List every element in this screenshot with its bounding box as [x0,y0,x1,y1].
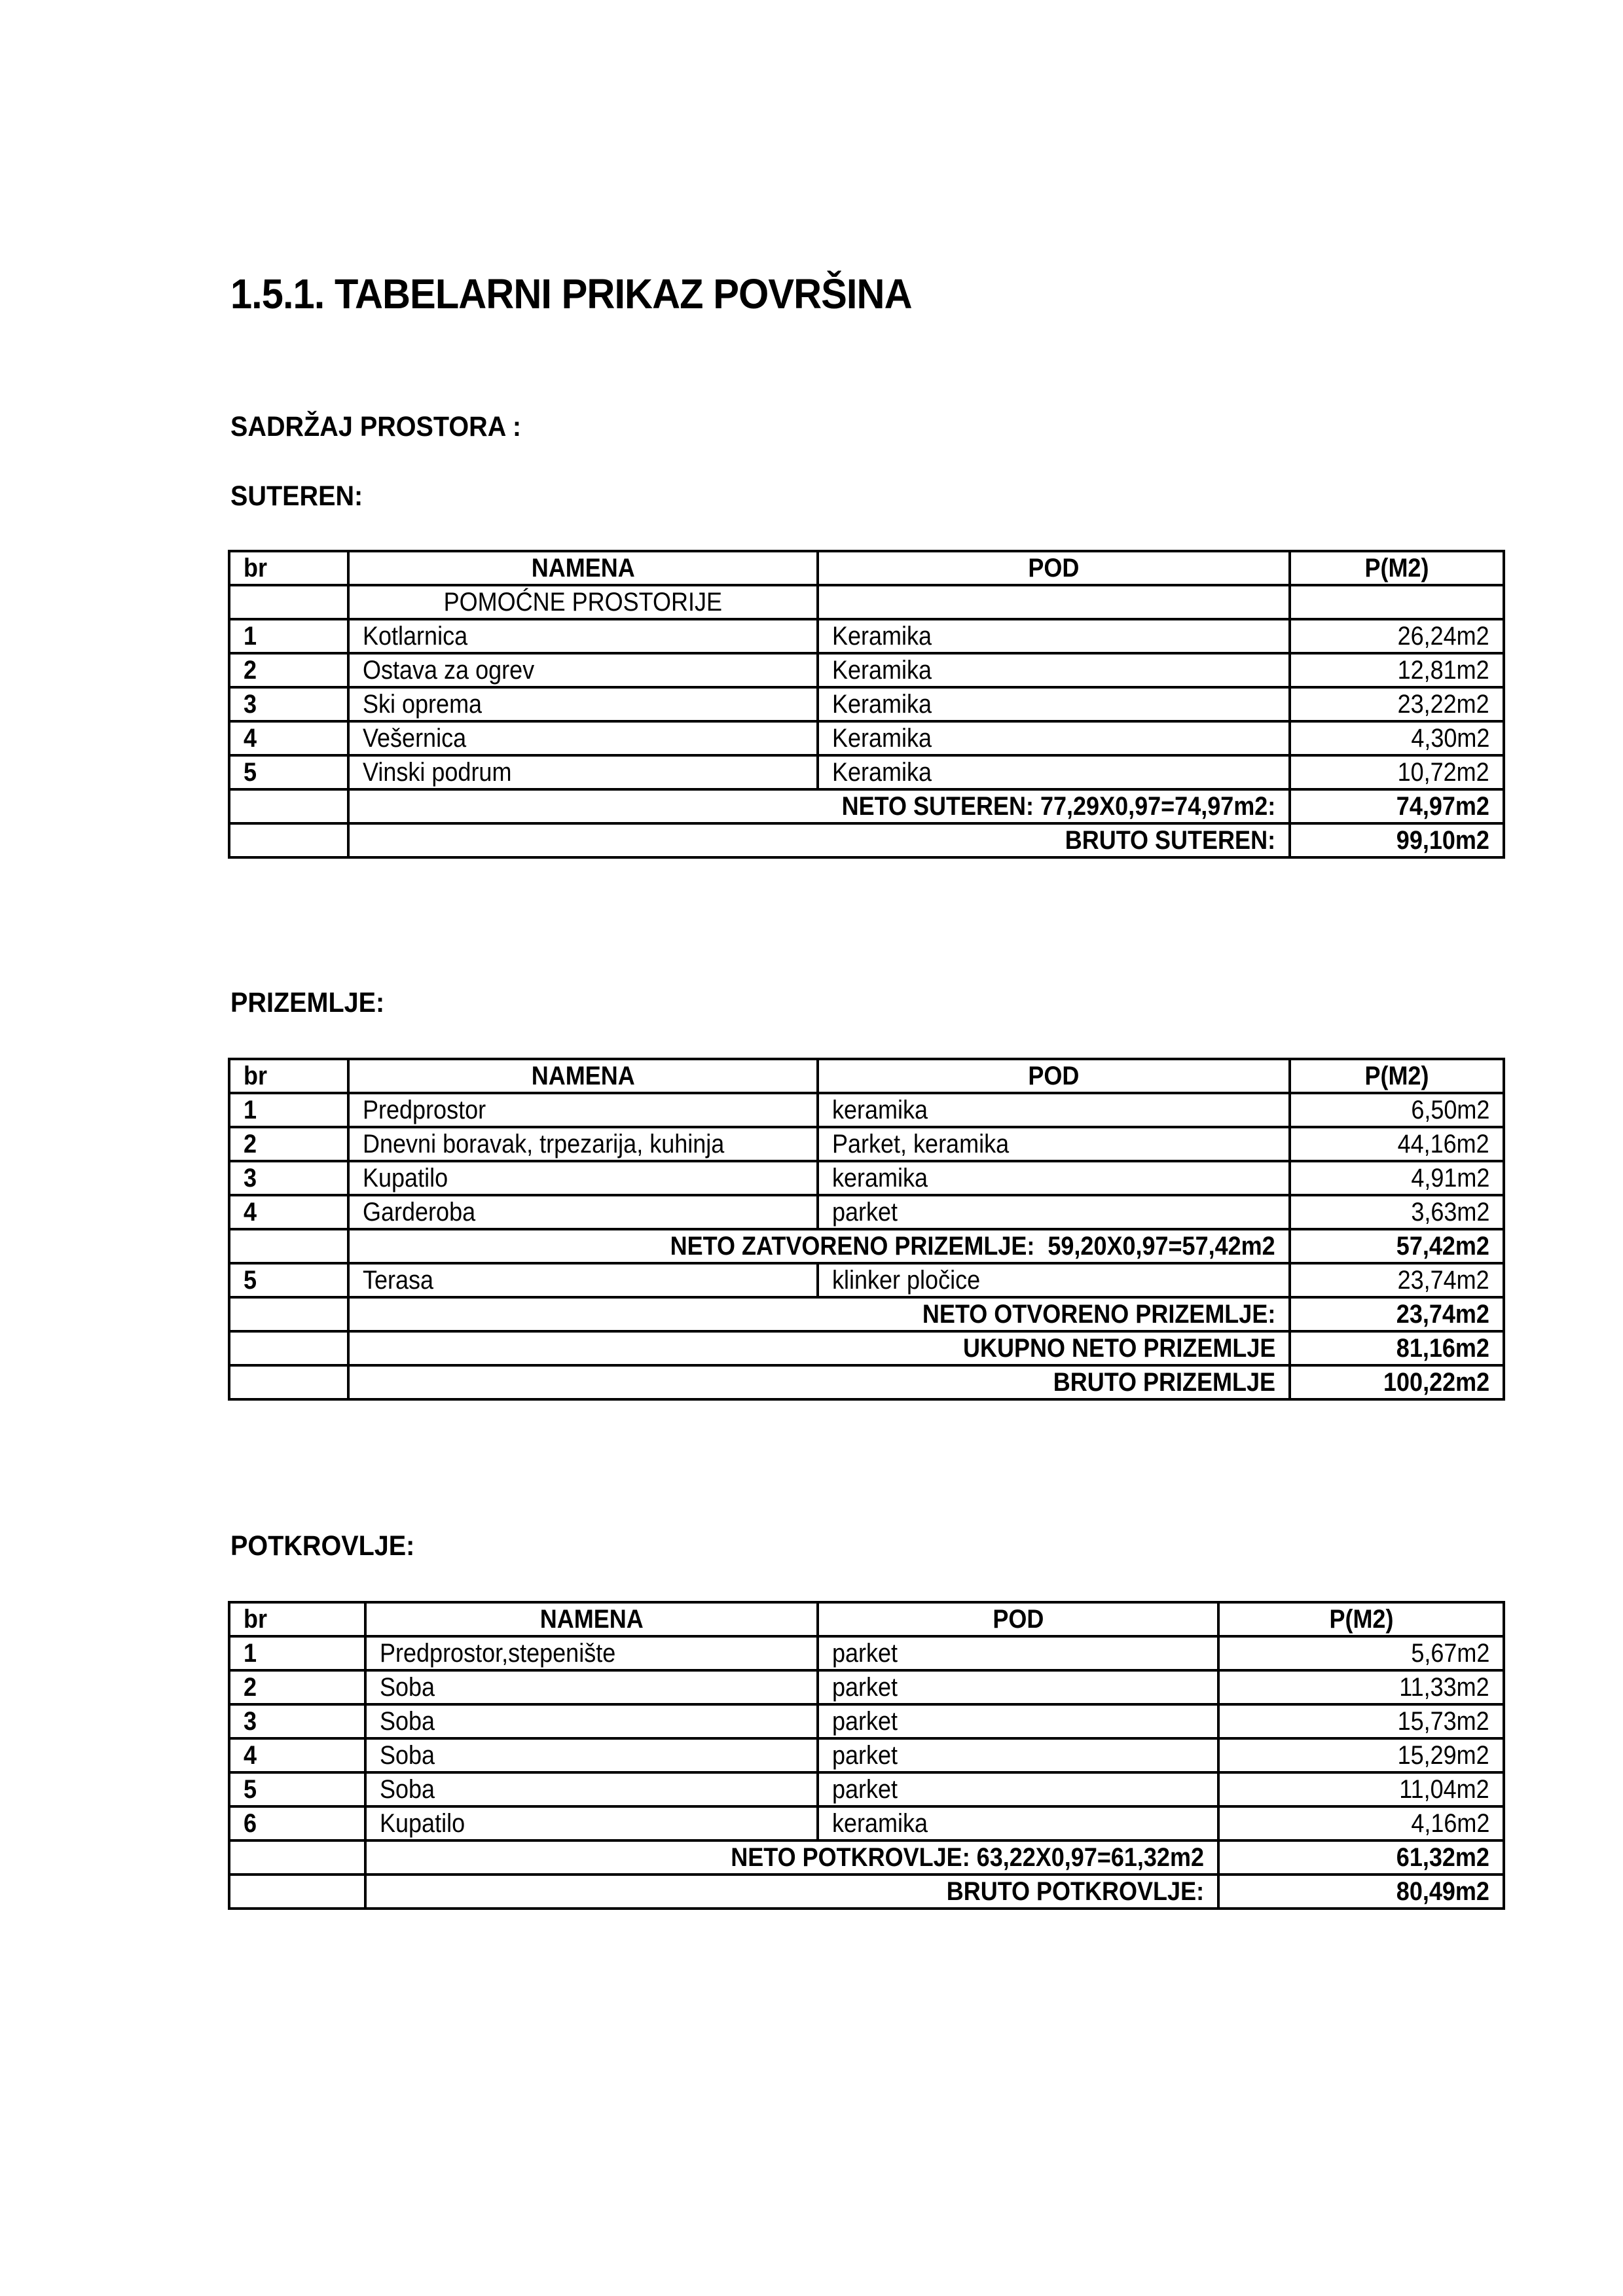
row-namena: Soba [365,1738,818,1772]
row-pod: parket [818,1772,1218,1806]
row-number: 4 [229,1195,348,1229]
total-row-neto-total [229,1331,1504,1365]
row-number: 5 [229,755,348,789]
row-area: 26,24m2 [1290,619,1504,653]
row-pod: Parket, keramika [818,1127,1290,1161]
total-value: 81,16m2 [1290,1331,1504,1365]
total-value: 100,22m2 [1290,1365,1504,1399]
row-pod: Keramika [818,653,1290,687]
row-pod: Keramika [818,619,1290,653]
table-row [229,1704,1504,1738]
total-label: BRUTO POTKROVLJE: [365,1874,1218,1909]
row-namena: Vešernica [348,721,818,755]
header-namena: NAMENA [348,1059,818,1093]
row-pod: parket [818,1670,1218,1704]
suteren-table [228,550,1505,859]
total-row-neto [229,1840,1504,1874]
row-area: 4,91m2 [1290,1161,1504,1195]
table-row [229,1772,1504,1806]
total-row-bruto [229,1874,1504,1909]
header-area: P(M2) [1290,551,1504,585]
subgroup-label: POMOĆNE PROSTORIJE [348,585,818,619]
row-number: 3 [229,687,348,721]
row-number: 1 [229,1636,365,1670]
potkrovlje-table [228,1601,1505,1910]
row-namena: Vinski podrum [348,755,818,789]
header-pod: POD [818,1059,1290,1093]
table-row [229,1195,1504,1229]
row-area: 3,63m2 [1290,1195,1504,1229]
row-area: 11,04m2 [1218,1772,1504,1806]
row-area: 11,33m2 [1218,1670,1504,1704]
total-row-neto [229,789,1504,823]
row-pod: keramika [818,1093,1290,1127]
row-area: 15,73m2 [1218,1704,1504,1738]
row-area: 15,29m2 [1218,1738,1504,1772]
total-row-neto-open [229,1297,1504,1331]
row-pod: Keramika [818,755,1290,789]
total-value: 99,10m2 [1290,823,1504,857]
row-namena: Ostava za ogrev [348,653,818,687]
total-row-bruto [229,823,1504,857]
row-namena: Soba [365,1704,818,1738]
table-row [229,619,1504,653]
row-number: 4 [229,1738,365,1772]
row-pod: parket [818,1195,1290,1229]
row-pod: klinker pločice [818,1263,1290,1297]
row-namena: Kotlarnica [348,619,818,653]
row-area: 10,72m2 [1290,755,1504,789]
row-area: 23,22m2 [1290,687,1504,721]
total-label: NETO SUTEREN: 77,29X0,97=74,97m2: [348,789,1290,823]
table-row [229,1738,1504,1772]
row-area: 4,30m2 [1290,721,1504,755]
total-label: UKUPNO NETO PRIZEMLJE [348,1331,1290,1365]
header-area: P(M2) [1218,1602,1504,1636]
total-row-bruto [229,1365,1504,1399]
row-area: 5,67m2 [1218,1636,1504,1670]
row-number: 1 [229,1093,348,1127]
table-row [229,687,1504,721]
row-namena: Ski oprema [348,687,818,721]
page-title: 1.5.1. TABELARNI PRIKAZ POVRŠINA [230,270,912,317]
row-pod: parket [818,1704,1218,1738]
row-number: 6 [229,1806,365,1840]
total-label: NETO ZATVORENO PRIZEMLJE: 59,20X0,97=57,42m2 [348,1229,1290,1263]
subgroup-row [229,585,1504,619]
row-number: 2 [229,1670,365,1704]
row-number: 1 [229,619,348,653]
row-number: 5 [229,1263,348,1297]
table-row [229,1670,1504,1704]
total-label: NETO POTKROVLJE: 63,22X0,97=61,32m2 [365,1840,1218,1874]
header-br: br [229,1602,365,1636]
row-pod: Keramika [818,721,1290,755]
row-pod: Keramika [818,687,1290,721]
row-number: 3 [229,1161,348,1195]
row-namena: Kupatilo [365,1806,818,1840]
row-number: 3 [229,1704,365,1738]
table-header-row [229,1059,1504,1093]
table-row [229,1636,1504,1670]
row-area: 6,50m2 [1290,1093,1504,1127]
table-row [229,721,1504,755]
row-namena: Dnevni boravak, trpezarija, kuhinja [348,1127,818,1161]
row-pod: parket [818,1738,1218,1772]
total-label: NETO OTVORENO PRIZEMLJE: [348,1297,1290,1331]
total-value: 74,97m2 [1290,789,1504,823]
row-namena: Garderoba [348,1195,818,1229]
row-namena: Soba [365,1670,818,1704]
row-pod: parket [818,1636,1218,1670]
header-br: br [229,1059,348,1093]
row-namena: Soba [365,1772,818,1806]
table-header-row [229,551,1504,585]
subtotal-row-closed [229,1229,1504,1263]
table-row [229,1127,1504,1161]
section-heading-potkrovlje: POTKROVLJE: [230,1530,415,1562]
row-area: 4,16m2 [1218,1806,1504,1840]
table-row [229,1093,1504,1127]
total-value: 57,42m2 [1290,1229,1504,1263]
content-subtitle: SADRŽAJ PROSTORA : [230,411,522,442]
row-number: 2 [229,1127,348,1161]
total-label: BRUTO PRIZEMLJE [348,1365,1290,1399]
row-area: 23,74m2 [1290,1263,1504,1297]
header-namena: NAMENA [365,1602,818,1636]
table-row [229,1263,1504,1297]
header-area: P(M2) [1290,1059,1504,1093]
row-number: 4 [229,721,348,755]
row-namena: Kupatilo [348,1161,818,1195]
row-area: 44,16m2 [1290,1127,1504,1161]
section-heading-prizemlje: PRIZEMLJE: [230,987,385,1018]
prizemlje-table [228,1058,1505,1401]
row-namena: Terasa [348,1263,818,1297]
row-pod: keramika [818,1161,1290,1195]
header-namena: NAMENA [348,551,818,585]
total-value: 23,74m2 [1290,1297,1504,1331]
table-row [229,1806,1504,1840]
row-namena: Predprostor,stepenište [365,1636,818,1670]
section-heading-suteren: SUTEREN: [230,480,363,512]
table-row [229,1161,1504,1195]
total-label: BRUTO SUTEREN: [348,823,1290,857]
header-br: br [229,551,348,585]
total-value: 80,49m2 [1218,1874,1504,1909]
row-number: 2 [229,653,348,687]
table-row [229,755,1504,789]
table-header-row [229,1602,1504,1636]
table-row [229,653,1504,687]
row-namena: Predprostor [348,1093,818,1127]
total-value: 61,32m2 [1218,1840,1504,1874]
row-area: 12,81m2 [1290,653,1504,687]
header-pod: POD [818,1602,1218,1636]
header-pod: POD [818,551,1290,585]
row-number: 5 [229,1772,365,1806]
row-pod: keramika [818,1806,1218,1840]
